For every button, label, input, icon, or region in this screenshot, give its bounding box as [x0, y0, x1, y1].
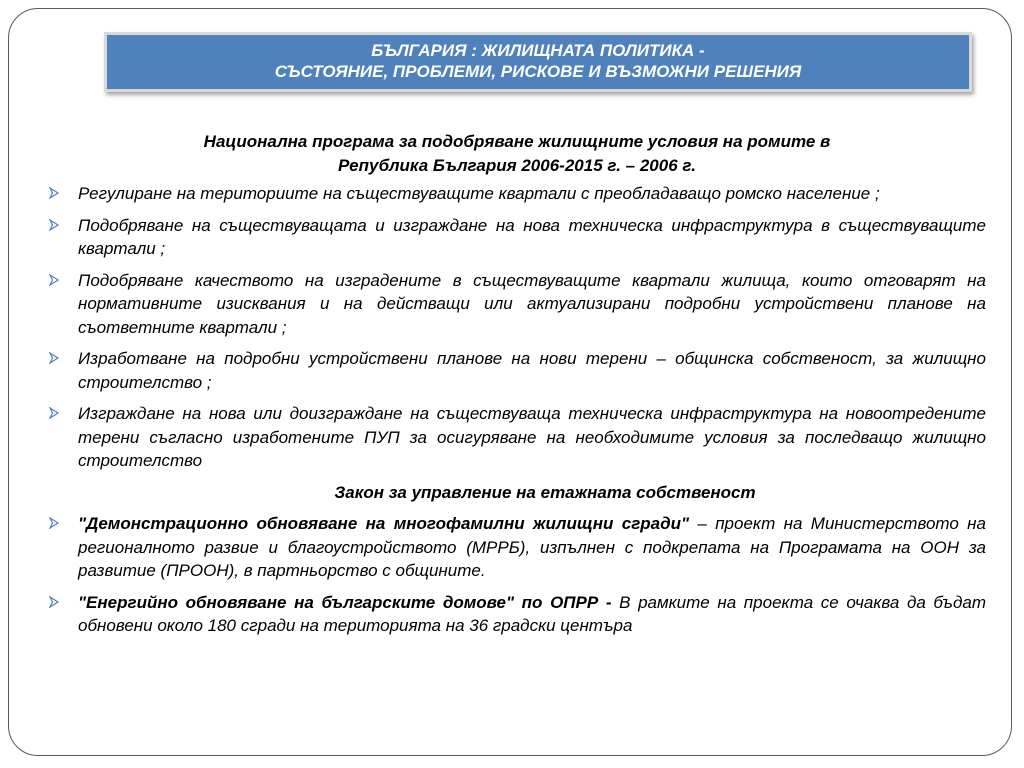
arrow-bullet-icon — [48, 183, 62, 203]
slide-content — [48, 130, 986, 646]
arrow-bullet-icon — [48, 592, 62, 612]
bullet-item — [48, 402, 986, 473]
bullet-item — [48, 512, 986, 583]
bullet-text: – проект на Министерството на регионалното развие и благоустройството (МРРБ), изпълнен с подкрепата на Програмата на ООН за развитие (ПРООН), в партньорство с общините. — [78, 514, 986, 580]
bullet-item — [48, 269, 986, 340]
bullet-text: Изграждане на нова или доизграждане на съществуваща техническа инфраструктура на новоотредените терени съгласно изработените ПУП за осигуряване на необходимите условия за последващо жилищно строителство — [78, 404, 986, 470]
section-1-bullet-list — [48, 182, 986, 473]
bullet-item — [48, 591, 986, 638]
section-1-heading-line-1: Национална програма за подобряване жилищните условия на ромите в — [203, 132, 831, 151]
arrow-bullet-icon — [48, 215, 62, 235]
section-2-bullet-list — [48, 512, 986, 638]
bullet-text: Подобряване качеството на изградените в съществуващите квартали жилища, които отговарят на нормативните изисквания и на действащи или актуализирани подробни устройствени планове на съответните квартали ; — [78, 270, 986, 337]
bullet-bold-text: "Енергийно обновяване на българските домове" по ОПРР - — [78, 592, 612, 612]
arrow-bullet-icon — [48, 513, 62, 533]
bullet-text: Изработване на подробни устройствени планове на нови терени – общинска собственост, за жилищно строителство ; — [78, 349, 986, 392]
section-2-heading: Закон за управление на етажната собственост — [334, 482, 756, 502]
bullet-item — [48, 182, 986, 206]
title-line-1: БЪЛГАРИЯ : ЖИЛИЩНАТА ПОЛИТИКА - — [371, 41, 705, 60]
arrow-bullet-icon — [48, 348, 62, 368]
bullet-bold-text: "Демонстрационно обновяване на многофамилни жилищни сгради" — [78, 514, 690, 533]
arrow-bullet-icon — [48, 403, 62, 423]
title-banner — [104, 32, 972, 92]
arrow-bullet-icon — [48, 270, 62, 290]
title-line-2: СЪСТОЯНИЕ, ПРОБЛЕМИ, РИСКОВЕ И ВЪЗМОЖНИ РЕШЕНИЯ — [274, 62, 802, 81]
bullet-text: Подобряване на съществуващата и изграждане на нова техническа инфраструктура в съществуващите квартали ; — [78, 215, 986, 258]
section-1-heading-line-2: Република България 2006-2015 г. – 2006 г. — [338, 155, 696, 175]
bullet-text: В рамките на проекта се очаква да бъдат обновени около 180 сгради на територията на 36 градски центъра — [78, 592, 986, 635]
bullet-item — [48, 214, 986, 261]
section-1-heading — [48, 130, 986, 177]
bullet-text: Регулиране на териториите на съществуващите квартали с преобладаващо ромско население ; — [78, 184, 880, 203]
bullet-item — [48, 347, 986, 394]
